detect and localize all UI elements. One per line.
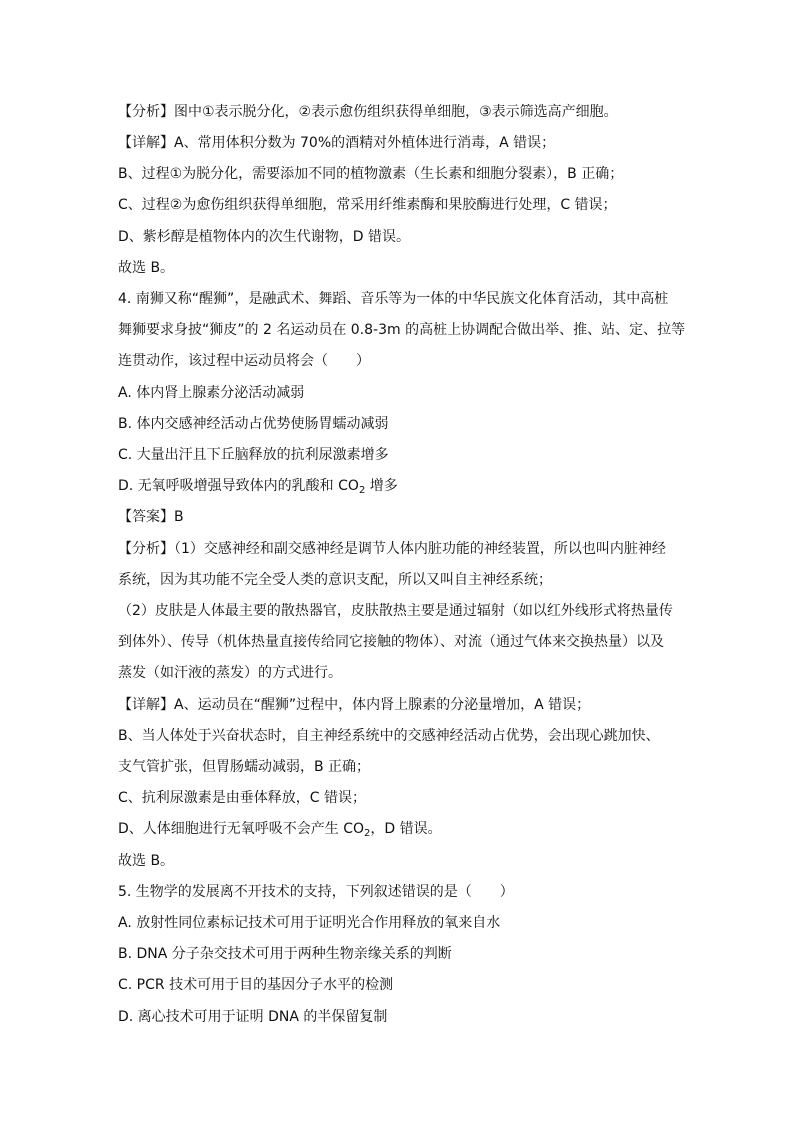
option-c: C. 大量出汗且下丘脑释放的抗利尿激素增多 — [118, 447, 389, 463]
text-line: 蒸发（如汗液的蒸发）的方式进行。 — [118, 665, 342, 681]
text-line: 舞狮要求身披“狮皮”的 2 名运动员在 0.8-3m 的高桩上协调配合做出举、推、站、定、拉等 — [118, 322, 686, 338]
option-d: D. 无氧呼吸增强导致体内的乳酸和 $CO_2$ 增多 — [118, 478, 398, 496]
text-line: D、人体细胞进行无氧呼吸不会产生 $CO_2$，D 错误。 — [118, 821, 442, 839]
text-line: 到体外）、传导（机体热量直接传给同它接触的物体）、对流（通过气体来交换热量）以及 — [118, 634, 664, 650]
text-line: 【详解】A、运动员在“醒狮”过程中，体内肾上腺素的分泌量增加，A 错误； — [118, 697, 591, 713]
text-line: B、过程①为脱分化，需要添加不同的植物激素（生长素和细胞分裂素），B 正确； — [118, 166, 624, 182]
text-line: D、紫杉醇是植物体内的次生代谢物，D 错误。 — [118, 229, 411, 245]
text-line: C、抗利尿激素是由垂体释放，C 错误； — [118, 790, 366, 806]
text-line: C、过程②为愈伤组织获得单细胞，常采用纤维素酶和果胶酶进行处理，C 错误； — [118, 197, 617, 213]
text-line: 系统，因为其功能不完全受人类的意识支配，所以又叫自主神经系统； — [118, 572, 552, 588]
text-line: 故选 B。 — [118, 260, 175, 276]
answer-line: 【答案】B — [118, 509, 184, 525]
text-line: 【分析】（1）交感神经和副交感神经是调节人体内脏功能的神经装置，所以也叫内脏神经 — [118, 541, 666, 557]
text-line: 【分析】图中①表示脱分化，②表示愈伤组织获得单细胞，③表示筛选高产细胞。 — [118, 104, 618, 120]
text-line: B、当人体处于兴奋状态时，自主神经系统中的交感神经活动占优势，会出现心跳加快、 — [118, 728, 660, 744]
text-line: 支气管扩张，但胃肠蠕动减弱，B 正确； — [118, 759, 371, 775]
question-4-stem: 4. 南狮又称“醒狮”，是融武术、舞蹈、音乐等为一体的中华民族文化体育活动，其中高桩 — [118, 291, 669, 307]
option-b: B. 体内交感神经活动占优势使肠胃蠕动减弱 — [118, 416, 389, 432]
text-line: 连贯动作，该过程中运动员将会（ ） — [118, 353, 370, 369]
option-b: B. DNA 分子杂交技术可用于两种生物亲缘关系的判断 — [118, 946, 452, 962]
question-5-stem: 5. 生物学的发展离不开技术的支持，下列叙述错误的是（ ） — [118, 884, 514, 900]
text-line: （2）皮肤是人体最主要的散热器官，皮肤散热主要是通过辐射（如以红外线形式将热量传 — [118, 603, 673, 619]
text-line: 【详解】A、常用体积分数为 70%的酒精对外植体进行消毒，A 错误； — [118, 135, 556, 151]
text-line: 故选 B。 — [118, 853, 175, 869]
option-a: A. 体内肾上腺素分泌活动减弱 — [118, 385, 305, 401]
option-d: D. 离心技术可用于证明 DNA 的半保留复制 — [118, 1009, 388, 1025]
option-a: A. 放射性同位素标记技术可用于证明光合作用释放的氧来自水 — [118, 915, 501, 931]
option-c: C. PCR 技术可用于目的基因分子水平的检测 — [118, 977, 394, 993]
